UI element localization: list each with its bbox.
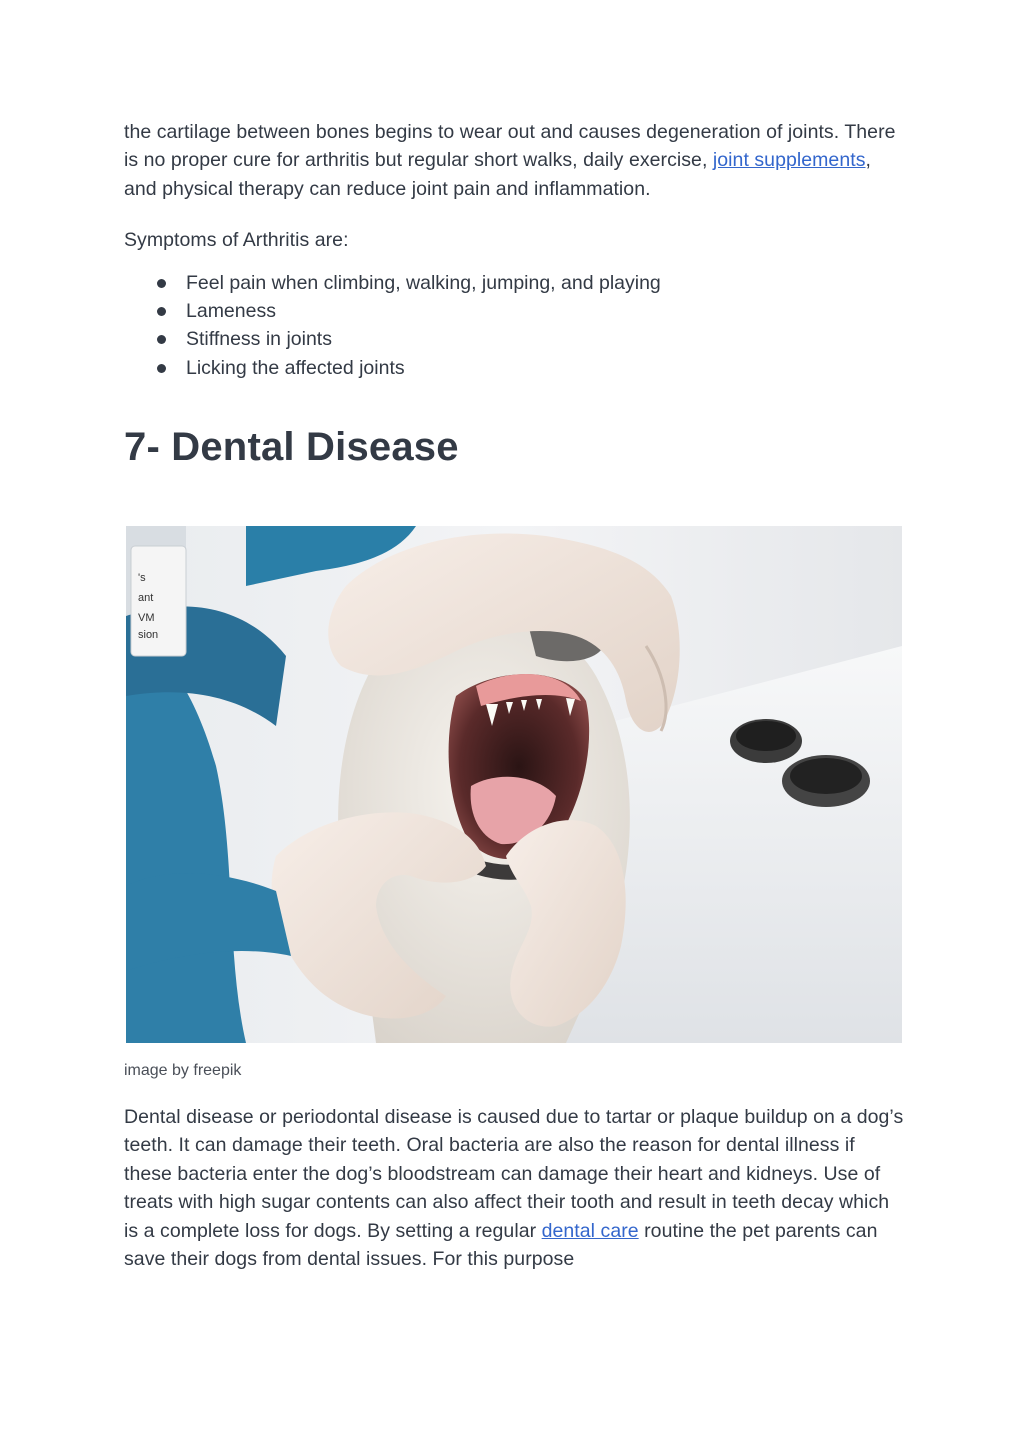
symptoms-intro: Symptoms of Arthritis are:	[124, 229, 349, 252]
list-item	[124, 354, 904, 382]
list-item	[124, 297, 904, 325]
image-caption: image by freepik	[124, 1062, 242, 1079]
list-item-text: Feel pain when climbing, walking, jumping, and playing	[186, 271, 661, 294]
list-item-text: Lameness	[186, 300, 276, 323]
list-item	[124, 269, 904, 297]
bullet-icon	[157, 307, 166, 316]
bullet-icon	[157, 279, 166, 288]
joint-supplements-link[interactable]: joint supplements	[712, 149, 866, 172]
intro-text-2: , and physical therapy can reduce joint pain and inflammation.	[124, 149, 871, 200]
intro-text-1: the cartilage between bones begins to wear out and causes degeneration of joints. There is no proper cure for arthritis but regular short walks, daily exercise,	[124, 121, 896, 172]
bullet-icon	[157, 335, 166, 344]
dog-dental-exam-illustration	[126, 526, 902, 1043]
intro-paragraph	[124, 118, 904, 203]
list-item-text: Stiffness in joints	[186, 328, 332, 351]
list-item	[124, 325, 904, 353]
list-item-text: Licking the affected joints	[186, 356, 405, 379]
svg-text:ant: ant	[138, 592, 154, 604]
svg-text:VM: VM	[138, 612, 155, 624]
svg-text:'s: 's	[138, 572, 146, 584]
dental-care-link[interactable]: dental care	[541, 1219, 639, 1242]
dental-section	[124, 1103, 904, 1273]
dental-text-1: Dental disease or periodontal disease is caused due to tartar or plaque buildup on a dog’s teeth. It can damage their teeth. Oral bacteria are also the reason for dental illness if these bacteria enter the dog’s bloodstream can damage their heart and kidneys. Use of treats with high sugar contents can also affect their tooth and result in teeth decay which is a complete loss for dogs. By setting a regular	[124, 1106, 904, 1242]
dental-paragraph	[124, 1103, 904, 1273]
document-page	[124, 118, 904, 471]
bullet-icon	[157, 364, 166, 373]
dental-exam-photo	[126, 526, 902, 1043]
dental-text-2: routine the pet parents can save their dogs from dental issues. For this purpose	[124, 1219, 878, 1271]
symptoms-list	[124, 269, 904, 383]
section-heading: 7- Dental Disease	[124, 425, 459, 470]
svg-text:sion: sion	[138, 629, 159, 641]
